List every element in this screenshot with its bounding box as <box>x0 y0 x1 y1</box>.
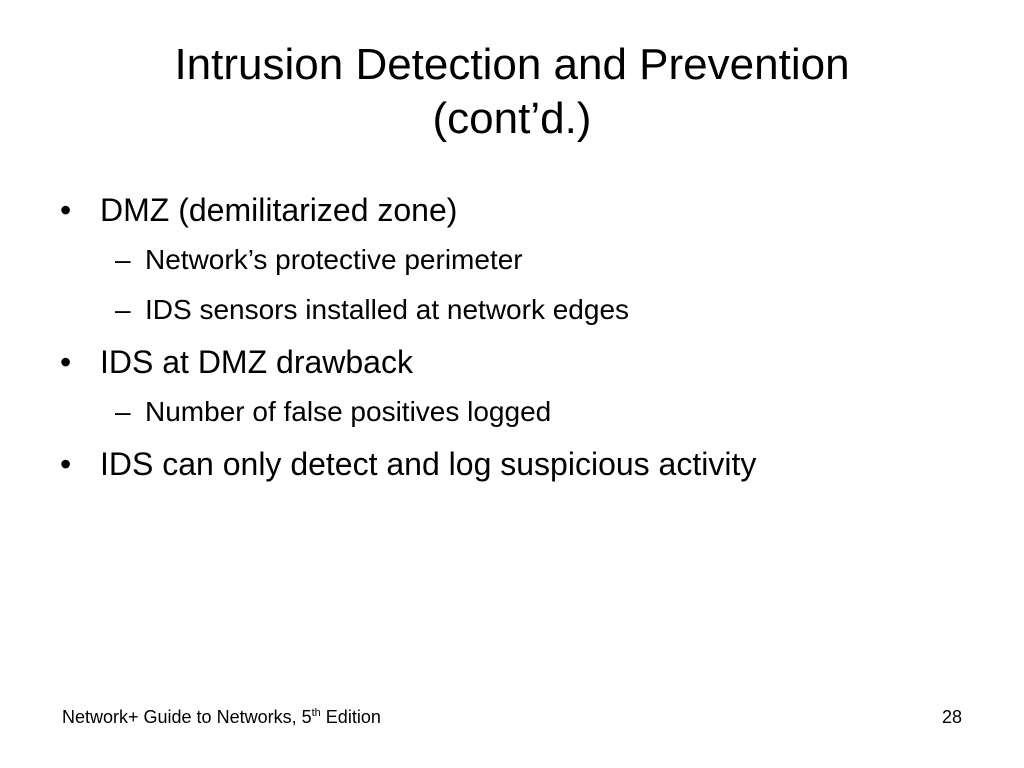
sub-bullet-text: Network’s protective perimeter <box>145 244 523 275</box>
page-number: 28 <box>941 707 962 727</box>
footer-book-superscript: th <box>311 707 321 719</box>
bullet-icon: • <box>60 446 72 482</box>
dash-icon: – <box>115 396 131 427</box>
dash-icon: – <box>115 294 131 325</box>
footer-book-title <box>62 706 381 728</box>
slide-body <box>58 186 978 492</box>
bullet-item <box>58 440 978 488</box>
sub-bullet-item <box>58 390 978 434</box>
bullet-icon: • <box>60 344 72 380</box>
sub-bullet-text: IDS sensors installed at network edges <box>145 294 630 325</box>
slide-title <box>60 38 964 146</box>
slide-title-line-2: (cont’d.) <box>432 94 592 143</box>
bullet-icon: • <box>60 192 72 228</box>
bullet-item <box>58 186 978 234</box>
footer-book-prefix: Network+ Guide to Networks, 5 <box>62 707 312 727</box>
footer-book-suffix: Edition <box>320 707 381 727</box>
sub-bullet-item <box>58 288 978 332</box>
bullet-item <box>58 338 978 386</box>
sub-bullet-text: Number of false positives logged <box>145 396 552 427</box>
bullet-text: DMZ (demilitarized zone) <box>100 192 458 228</box>
bullet-text: IDS can only detect and log suspicious activity <box>100 446 757 482</box>
sub-bullet-item <box>58 238 978 282</box>
slide-title-line-1: Intrusion Detection and Prevention <box>174 40 850 89</box>
dash-icon: – <box>115 244 131 275</box>
bullet-text: IDS at DMZ drawback <box>100 344 413 380</box>
